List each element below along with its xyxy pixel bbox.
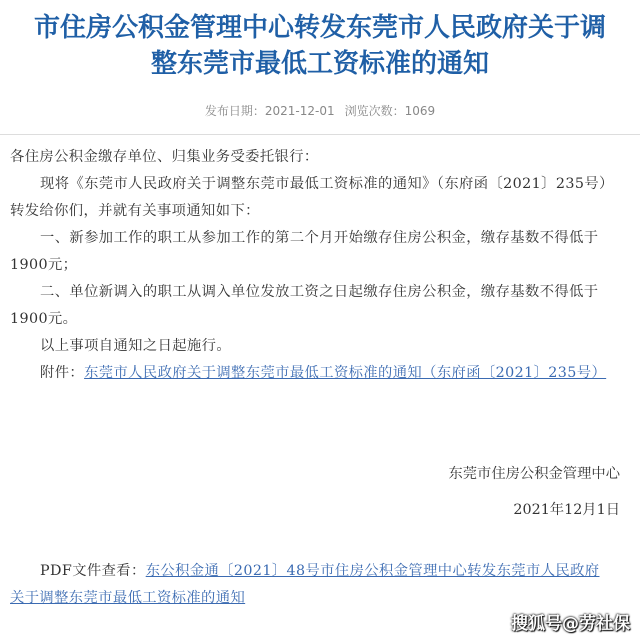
attachment-paragraph xyxy=(10,360,608,387)
header-divider xyxy=(0,134,640,135)
title-line-1: 市住房公积金管理中心转发东莞市人民政府关于调 xyxy=(33,13,606,43)
pdf-section xyxy=(10,558,608,612)
pdf-paragraph xyxy=(10,558,608,612)
article-meta xyxy=(0,102,640,119)
title-line-2: 整东莞市最低工资标准的通知 xyxy=(150,49,489,79)
pdf-label: PDF文件查看： xyxy=(40,563,146,579)
attachment-link[interactable]: 东莞市人民政府关于调整东莞市最低工资标准的通知（东府函〔2021〕235号） xyxy=(84,365,607,381)
signature-org: 东莞市住房公积金管理中心 xyxy=(448,466,620,482)
view-count: 1069 xyxy=(404,104,436,118)
salutation: 各住房公积金缴存单位、归集业务受委托银行： xyxy=(10,149,319,165)
pdf-link[interactable]: 东公积金通〔2021〕48号市住房公积金管理中心转发东莞市人民政府关于调整东莞市最低工资标准的通知 xyxy=(10,563,600,606)
effective-paragraph: 以上事项自通知之日起施行。 xyxy=(40,338,232,354)
signature-date: 2021年12月1日 xyxy=(513,502,620,518)
article-body xyxy=(10,144,608,387)
publish-date: 2021-12-01 xyxy=(264,104,335,118)
item-1-paragraph: 一、新参加工作的职工从参加工作的第二个月开始缴存住房公积金，缴存基数不得低于1900元； xyxy=(10,230,599,273)
watermark: 搜狐号@劳社保 xyxy=(511,614,630,634)
article-title xyxy=(0,0,640,82)
publish-date-label: 发布日期： xyxy=(204,104,265,118)
view-count-label: 浏览次数： xyxy=(344,104,405,118)
item-2-paragraph: 二、单位新调入的职工从调入单位发放工资之日起缴存住房公积金，缴存基数不得低于1900元。 xyxy=(10,284,599,327)
attachment-label: 附件： xyxy=(40,365,85,381)
intro-paragraph: 现将《东莞市人民政府关于调整东莞市最低工资标准的通知》（东府函〔2021〕235号）转发给你们，并就有关事项通知如下： xyxy=(10,176,607,219)
